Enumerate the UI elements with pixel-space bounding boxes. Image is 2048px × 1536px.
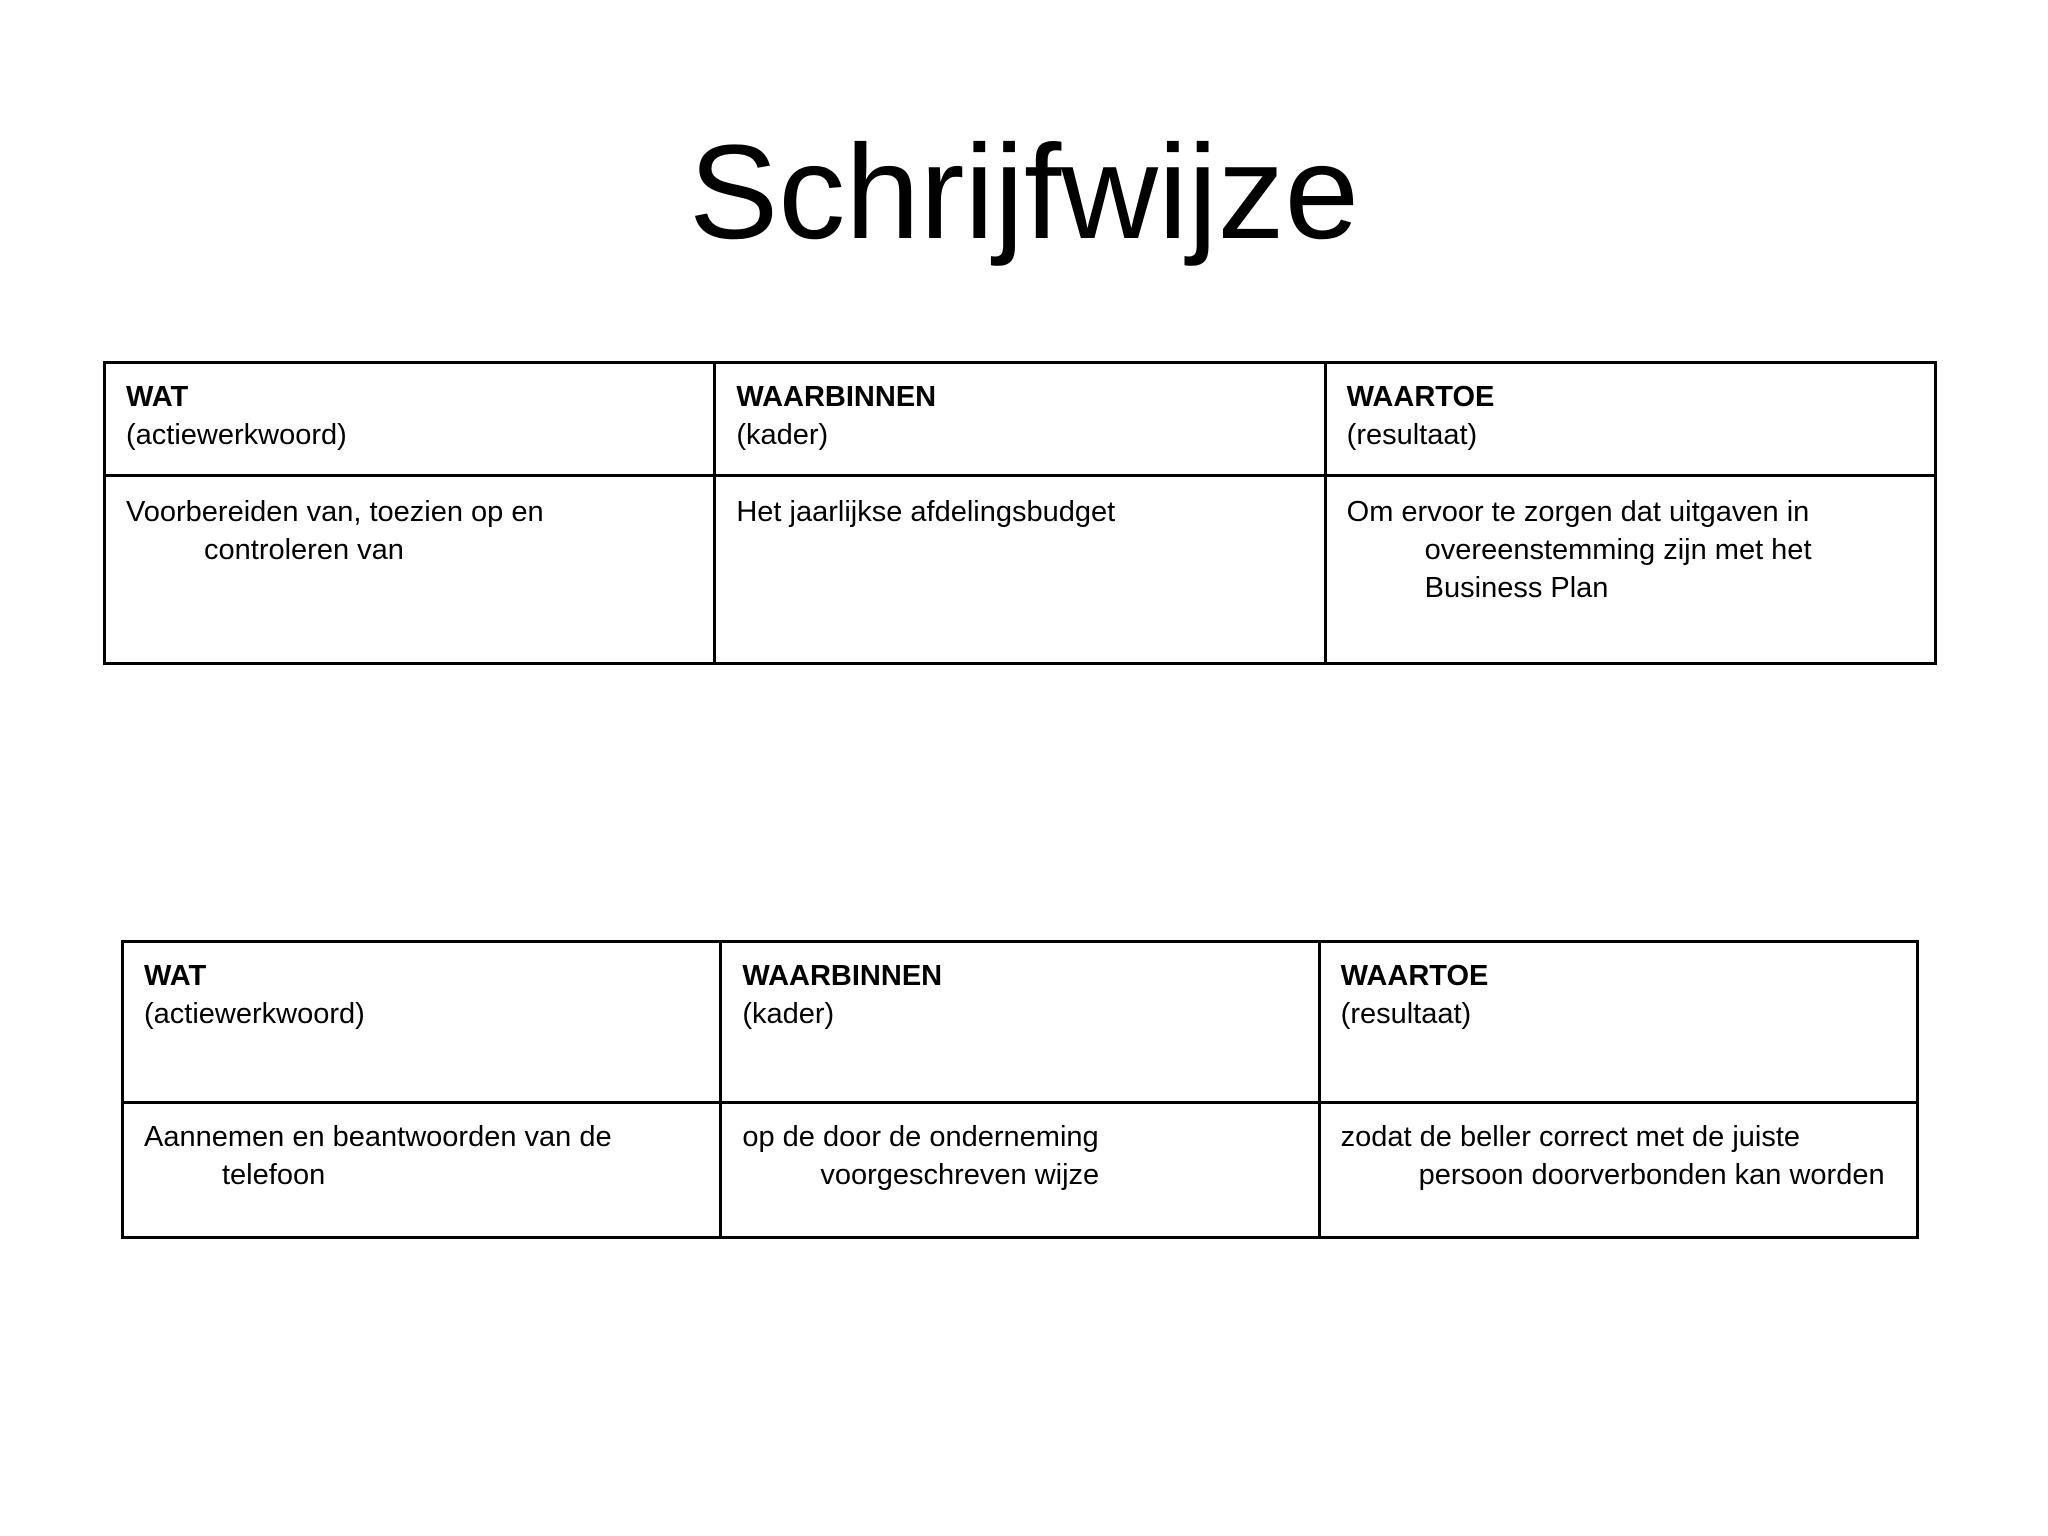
header-label: WAARBINNEN — [736, 381, 937, 413]
header-label: WAT — [126, 381, 189, 413]
header-cell-wat — [123, 942, 721, 1103]
header-cell-waartoe — [1325, 363, 1935, 476]
cell-text: zodat de beller correct met de juiste persoon doorverbonden kan worden — [1340, 1121, 1885, 1191]
table-row — [105, 476, 1936, 664]
header-sublabel: (resultaat) — [1340, 998, 1472, 1030]
cell-wat — [105, 476, 715, 664]
table-row — [123, 1103, 1918, 1238]
header-label: WAARTOE — [1346, 381, 1495, 413]
header-sublabel: (resultaat) — [1346, 419, 1478, 451]
header-sublabel: (kader) — [736, 419, 829, 451]
definition-table-1 — [103, 361, 1937, 665]
header-label: WAT — [144, 960, 207, 992]
cell-text: Om ervoor te zorgen dat uitgaven in overeenstemming zijn met het Business Plan — [1346, 496, 1812, 604]
header-cell-waartoe — [1319, 942, 1917, 1103]
cell-waartoe — [1325, 476, 1935, 664]
header-cell-waarbinnen — [715, 363, 1325, 476]
header-cell-waarbinnen — [721, 942, 1319, 1103]
cell-waartoe — [1319, 1103, 1917, 1238]
cell-text: Aannemen en beantwoorden van de telefoon — [144, 1121, 612, 1191]
header-cell-wat — [105, 363, 715, 476]
header-sublabel: (kader) — [742, 998, 835, 1030]
cell-text: Het jaarlijkse afdelingsbudget — [736, 496, 1116, 528]
table-header-row — [105, 363, 1936, 476]
header-label: WAARBINNEN — [742, 960, 943, 992]
cell-waarbinnen — [715, 476, 1325, 664]
header-sublabel: (actiewerkwoord) — [126, 419, 347, 451]
definition-table-2 — [121, 940, 1919, 1239]
table-header-row — [123, 942, 1918, 1103]
cell-waarbinnen — [721, 1103, 1319, 1238]
cell-text: op de door de onderneming voorgeschreven wijze — [742, 1121, 1100, 1191]
cell-text: Voorbereiden van, toezien op en controleren van — [126, 496, 544, 566]
header-label: WAARTOE — [1340, 960, 1489, 992]
cell-wat — [123, 1103, 721, 1238]
page-title: Schrijfwijze — [688, 118, 1360, 267]
header-sublabel: (actiewerkwoord) — [144, 998, 365, 1030]
